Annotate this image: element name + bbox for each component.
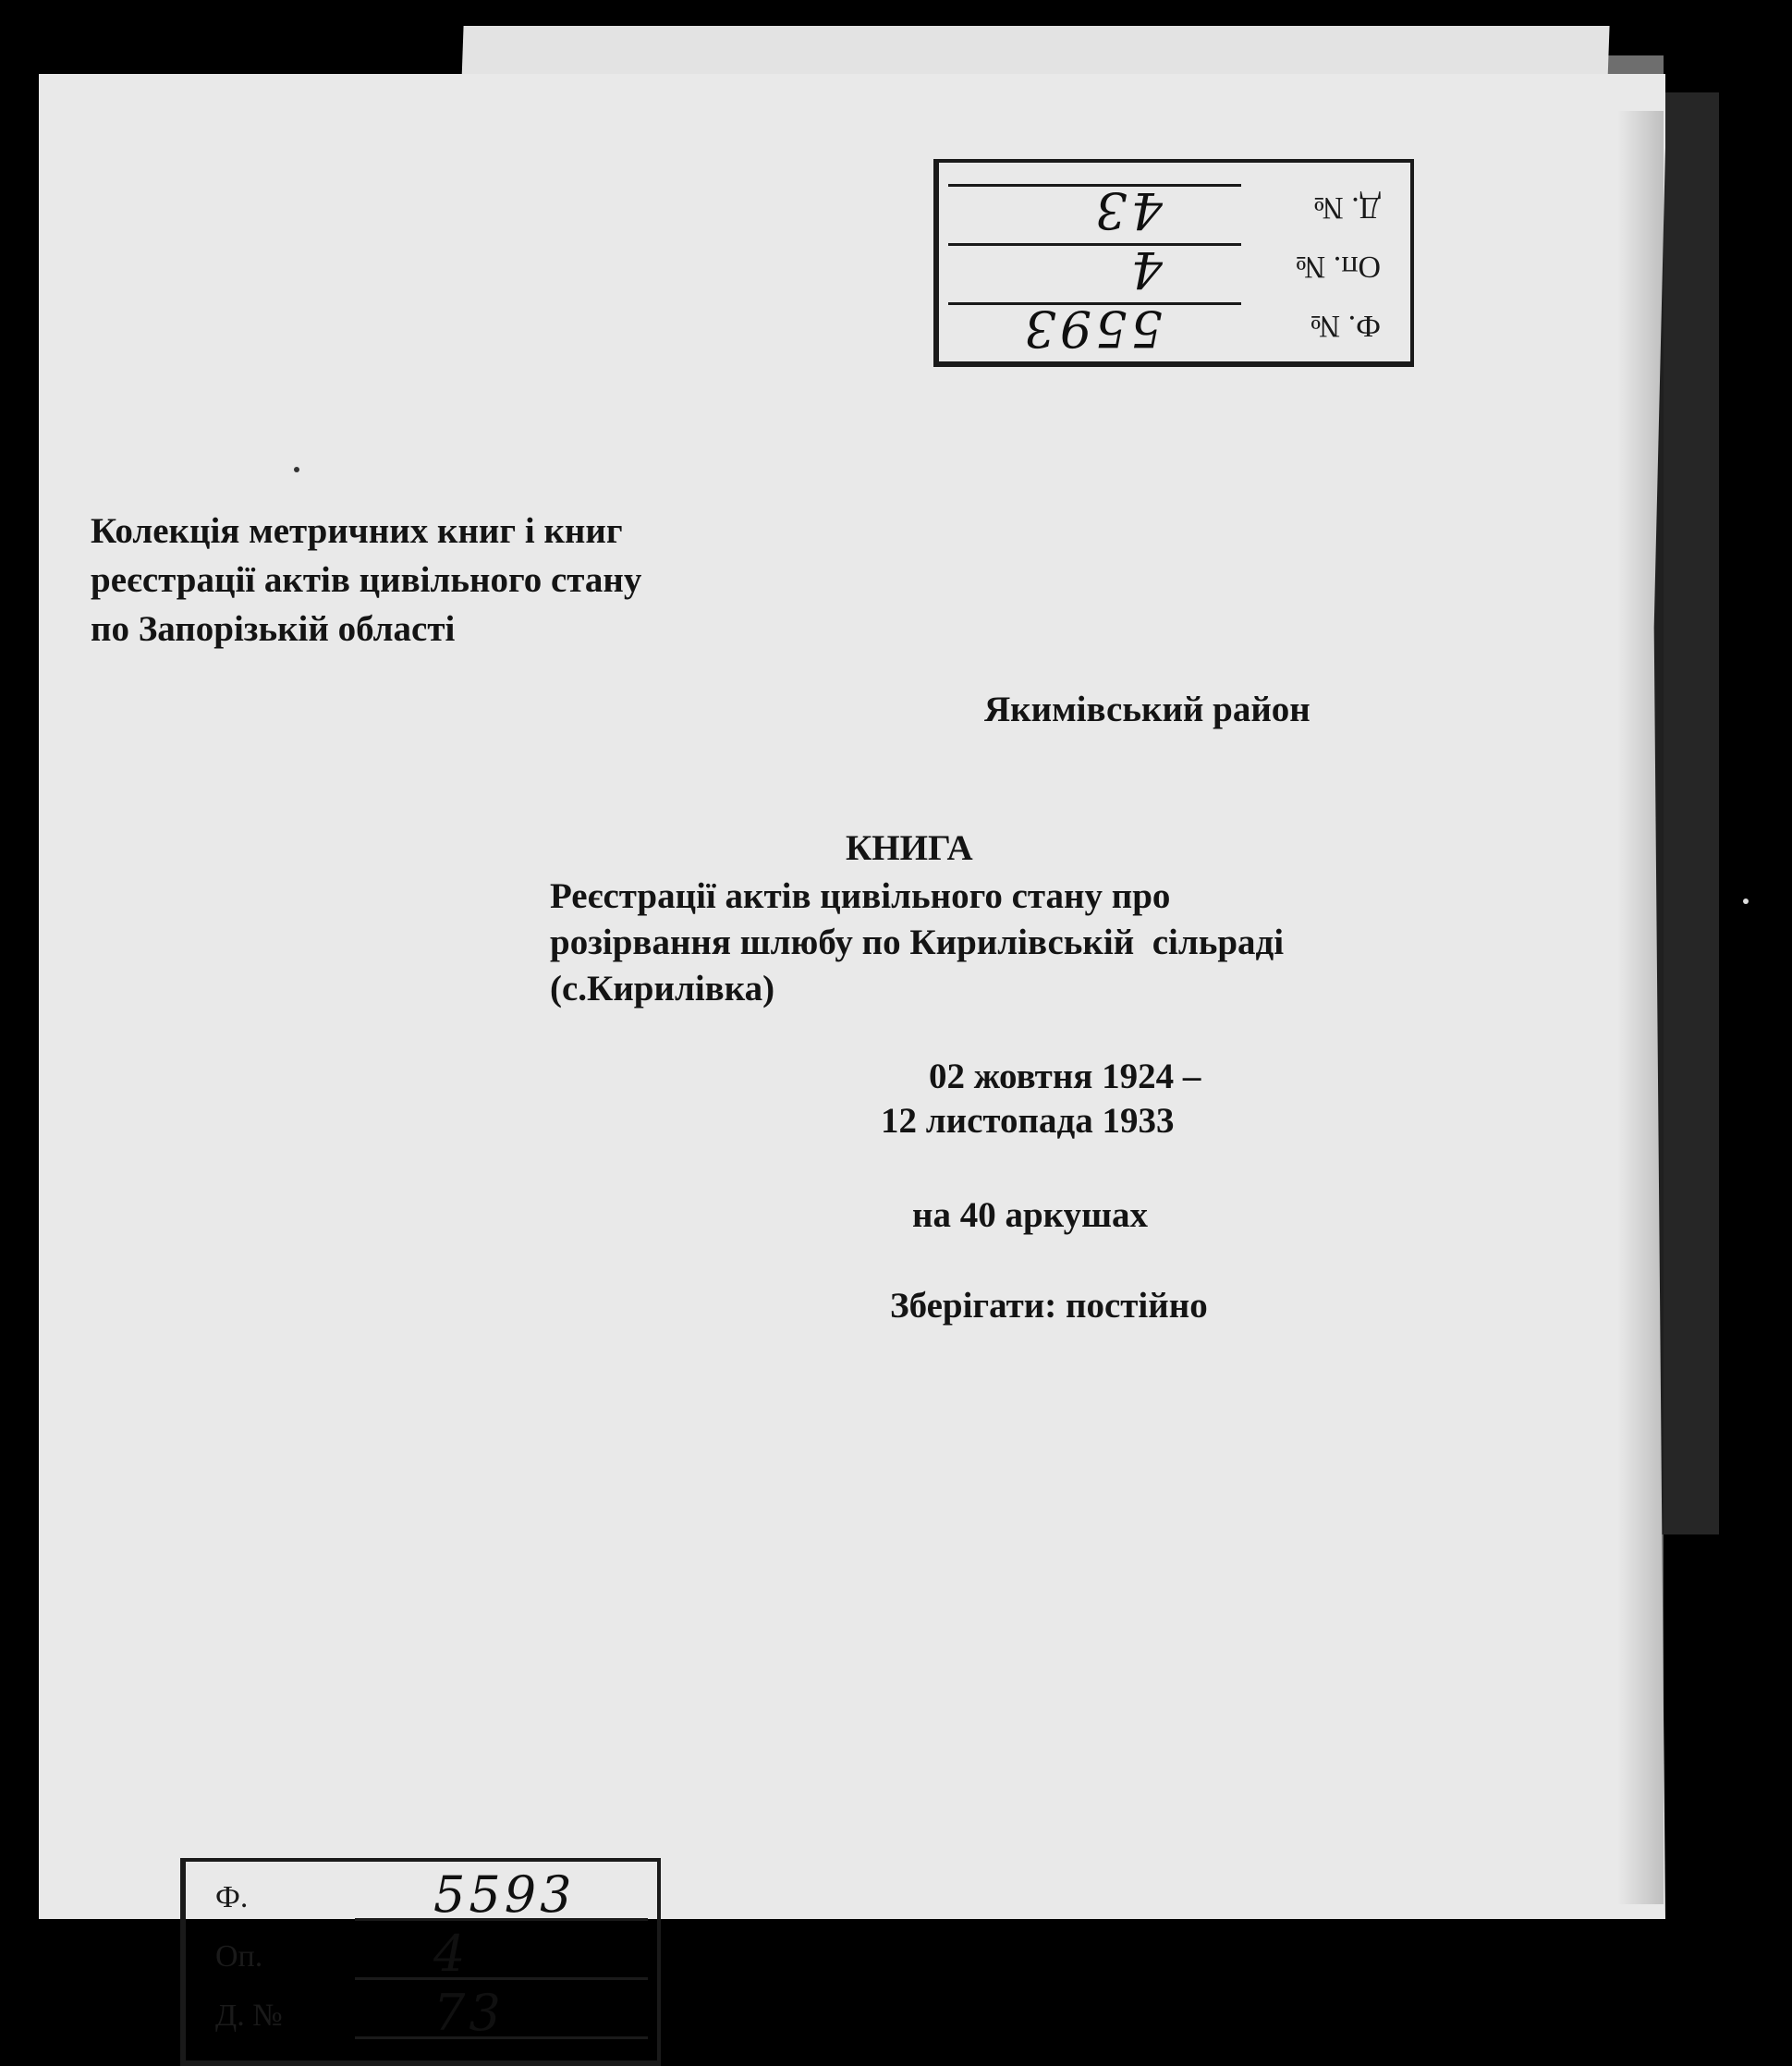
sheet-count: на 40 аркушах [912, 1195, 1149, 1235]
stamp-label-sprava: Д. № [215, 1999, 283, 2033]
collection-line: по Запорізькій області [91, 609, 456, 649]
stamp-row-sprava [202, 1984, 648, 2047]
archive-stamp-top [933, 159, 1414, 367]
book-title: КНИГА [846, 828, 973, 868]
page-edge-shadow [1617, 111, 1664, 1904]
stamp-label-sprava: Д. № [1313, 190, 1381, 225]
stamp-fond-number: 5593 [433, 1865, 576, 1924]
stamp-line [355, 1977, 648, 1980]
description-line: Реєстрації актів цивільного стану про [550, 876, 1171, 916]
stamp-opys-number: 4 [1127, 240, 1163, 299]
archive-stamp-bottom [180, 1858, 661, 2066]
stamp-row-fond [202, 1865, 648, 1928]
paper-speck [294, 467, 299, 472]
collection-line: реєстрації актів цивільного стану [91, 560, 642, 600]
stamp-row-sprava [948, 177, 1394, 239]
book-description [550, 874, 1284, 1012]
stamp-label-fond: Ф. № [1310, 309, 1381, 343]
stamp-row-fond [948, 295, 1394, 358]
collection-heading [91, 507, 641, 654]
retention-period: Зберігати: постійно [890, 1286, 1208, 1326]
stamp-opys-number: 4 [433, 1925, 469, 1983]
date-from: 02 жовтня 1924 – [929, 1057, 1201, 1096]
collection-line: Колекція метричних книг і книг [91, 511, 623, 551]
stamp-label-opys: Оп. [215, 1939, 263, 1974]
district-name: Якимівський район [984, 690, 1310, 729]
stamp-row-opys [202, 1925, 648, 1987]
stamp-line [948, 243, 1241, 246]
stamp-sprava-number: 73 [433, 1984, 505, 2042]
stamp-label-opys: Оп. № [1295, 250, 1381, 284]
stamp-sprava-number: 43 [1091, 181, 1163, 239]
stamp-fond-number: 5593 [1020, 300, 1163, 358]
description-line: розірвання шлюбу по Кирилівській сільраді [550, 923, 1285, 962]
paper-speck [1743, 899, 1749, 904]
date-to: 12 листопада 1933 [881, 1101, 1175, 1141]
description-line: (с.Кирилівка) [550, 969, 775, 1009]
stamp-label-fond: Ф. [215, 1880, 249, 1914]
stamp-row-opys [948, 236, 1394, 299]
